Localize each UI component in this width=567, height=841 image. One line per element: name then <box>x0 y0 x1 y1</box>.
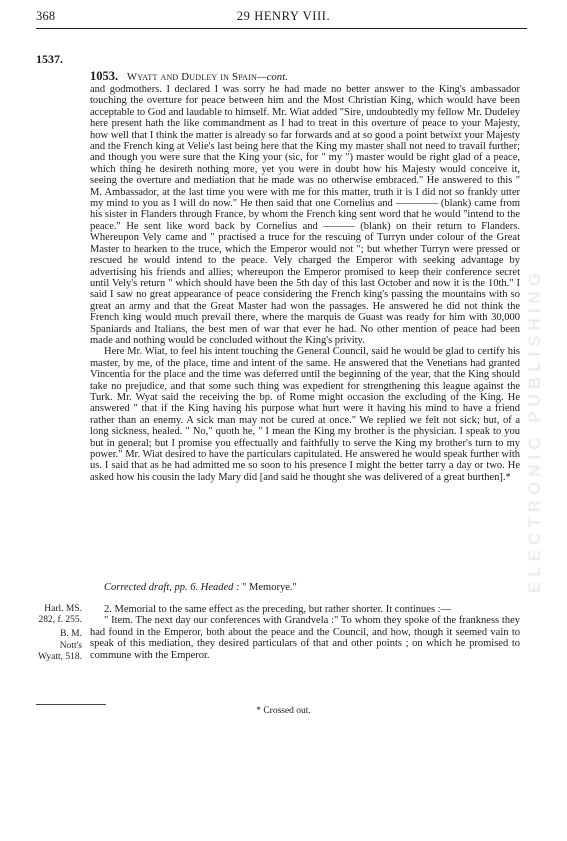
footnote-rule <box>36 704 106 705</box>
margin-ref-manuscript: Harl. MS. 282, f. 255. <box>38 604 82 625</box>
running-title: 29 HENRY VIII. <box>236 9 331 23</box>
draft-note-headed-value: " Memorye." <box>239 582 297 593</box>
body-paragraph-1: and godmothers. I declared I was sorry he had made no better answer to the King's ambassador touching the overture for peace between him and the Most Christian King, which would have been acceptable to God and laudable to himself. Mr. Wiat added "Sire, undoubtedly my fellow Mr. Dudeley here present hath the like commandment as I had to treat in this overture of peace to your Majesty, how well that I think the matter is already so far forwards and at so good a point betwixt your Majesty and the French king at Velie's last being here that the King my master shall not need to travail further; and though you were sure that the King your (sic, for " my ") master would be right glad of a peace, which thing he desireth nothing more, yet you were in doubt how his Majesty would conceive it, seeing the overture and mediation that he made was no otherwise embraced." He answered to this " M. Ambassador, at the last time you were with me for this matter, truth it is I did not so frankly utter my mind to you as I will do now." He then said that one Cornelius and ———— (blank) came from his sister in Flanders through France, by whom the French king sent word that he would "intend to the peace." He sent like word back by Cornelius and ——— (blank) on their return to Flanders. Whereupon Vely came and " practised a truce for the rescuing of Turryn under colour of the Great Master to hearken to the truce, which the Emperor would not "; but whether Turryn were pressed or rescued he would intend to the peace. Vely charged the Emperor with seeking advantage by advertising his friends and allies; whereupon the Emperor promised to keep their conference secret until Vely's return " which should have been the 5th day of this last October and now it is the 10th." I said I saw no great appearance of peace considering the French king's passing the mountains with so great an army and that the Great Master had won the passages. He answered he did not think the French king would much prevail there, where the marquis de Guast was ready for him with 30,000 Spaniards and Italians, the best men of war that ever he had. No other mention of peace had been made and nothing would be concluded without the King's privity. <box>90 84 520 346</box>
footnote: * Crossed out. <box>256 706 311 716</box>
margin-ref-edition: Nott's Wyatt, 518. <box>37 641 82 662</box>
margin-ref-library: B. M. <box>60 629 82 639</box>
year-label: 1537. <box>36 52 63 66</box>
entry-body <box>90 84 520 483</box>
entry-title: Wyatt and Dudley in Spain <box>126 71 257 83</box>
memorial-paragraph-1: 2. Memorial to the same effect as the preceding, but rather shorter. It continues :— <box>104 604 452 615</box>
body-paragraph-2: Here Mr. Wiat, to feel his intent touching the General Council, said he would be glad to certify his master, by me, of the place, time and intent of the same. He answered that the Venetians had granted Vincentia for the place and the time was deferred until the beginning of the year, that the King should take no prejudice, and that some such thing was expedient for strengthening this league against the Turk. Mr. Wyat said the receiving the bp. of Rome might occasion the excluding of the King. He answered " that if the King having his purpose what hurt were it having his mind to have a friend rather than an enemy. A sick man may not be cured at once." We replied we felt not sick; but, of a long sickness, healed. " No," quoth he, " I mean the King my brother is the physician. I speak to you but in general; but I promise you effectually and faithfully to serve the King my brother's turn to my power." Mr. Wiat desired to have the particulars capitulated. He answered he would speak further with us. I said that as he had admitted me so soon to his presence I might the better tarry a day or two. He asked how his cousin the lady Mary did [and said he thought she was delivered of a great burthen].* <box>90 346 520 483</box>
memorial-paragraph-2: " Item. The next day our conferences with Grandvela :" To whom they spoke of the frankness they had found in the Emperor, both about the peace and the Council, and how, though it seemed vain to speak of this mediation, they desired particulars of that and other points ; on which he promised to commune with the Emperor. <box>90 615 520 661</box>
page-number: 368 <box>36 9 56 23</box>
draft-note-headed-label: Headed : <box>200 582 240 593</box>
draft-note <box>104 582 297 593</box>
draft-note-label: Corrected draft, pp. 6. <box>104 582 199 593</box>
watermark: ELECTRONIC PUBLISHING <box>525 267 544 593</box>
entry-number: 1053. <box>90 69 119 83</box>
entry-cont: —cont. <box>257 71 288 83</box>
memorial-section <box>90 604 520 661</box>
header-rule <box>36 28 527 29</box>
entry-heading <box>90 69 288 84</box>
